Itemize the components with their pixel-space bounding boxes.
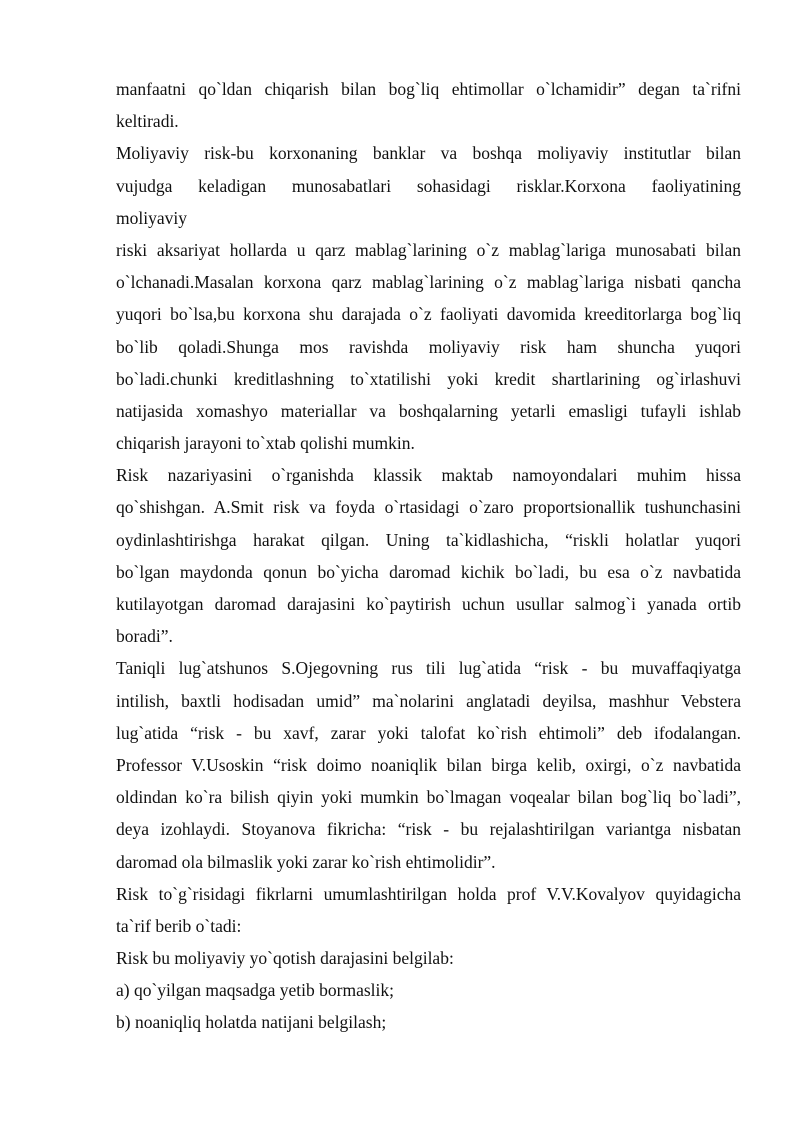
text-line: chiqarish jarayoni to`xtab qolishi mumkin. (116, 433, 415, 454)
text-line: intilish, baxtli hodisadan umid” ma`nolarini anglatadi deyilsa, mashhur Vebstera (116, 690, 741, 711)
text-line: Moliyaviy risk-bu korxonaning banklar va boshqa moliyaviy institutlar bilan (116, 143, 741, 164)
text-line: oldindan ko`ra bilish qiyin yoki mumkin bo`lmagan voqealar bilan bog`liq bo`ladi”, (116, 787, 741, 808)
text-line: kutilayotgan daromad darajasini ko`paytirish uchun usullar salmog`i yanada ortib (116, 594, 741, 614)
text-line: Risk nazariyasini o`rganishda klassik maktab namoyondalari muhim hissa (116, 465, 741, 486)
text-line: bo`lib qoladi.Shunga mos ravishda moliyaviy risk ham shuncha yuqori (116, 336, 741, 357)
text-line: yuqori bo`lsa,bu korxona shu darajada o`z faoliyati davomida kreeditorlarga bog`liq (116, 304, 741, 325)
text-line: Professor V.Usoskin “risk doimo noaniqlik bilan birga kelib, oxirgi, o`z navbatida (116, 754, 741, 775)
text-line: natijasida xomashyo materiallar va boshqalarning yetarli emasligi tufayli ishlab (116, 400, 741, 421)
document-body (116, 73, 741, 1039)
text-line: keltiradi. (116, 111, 179, 132)
text-line: Risk to`g`risidagi fikrlarni umumlashtirilgan holda prof V.V.Kovalyov quyidagicha (116, 883, 741, 904)
text-line: boradi”. (116, 626, 173, 647)
text-line: deya izohlaydi. Stoyanova fikricha: “risk - bu rejalashtirilgan variantga nisbatan (116, 819, 741, 840)
text-line: bo`lgan maydonda qonun bo`yicha daromad kichik bo`ladi, bu esa o`z navbatida (116, 561, 741, 582)
text-line: manfaatni qo`ldan chiqarish bilan bog`liq ehtimollar o`lchamidir” degan ta`rifni (116, 79, 741, 99)
text-line: ta`rif berib o`tadi: (116, 915, 242, 936)
text-line: riski aksariyat hollarda u qarz mablag`larining o`z mablag`lariga munosabati bilan (116, 239, 741, 260)
document-page (116, 73, 741, 1039)
text-line: qo`shishgan. A.Smit risk va foyda o`rtasidagi o`zaro proportsionallik tushunchasini (116, 497, 741, 518)
text-line: Risk bu moliyaviy yo`qotish darajasini belgilab: (116, 948, 454, 969)
text-line: oydinlashtirishga harakat qilgan. Uning ta`kidlashicha, “riskli holatlar yuqori (116, 529, 741, 550)
text-line: vujudga keladigan munosabatlari sohasidagi risklar.Korxona faoliyatining (116, 175, 741, 196)
text-line: daromad ola bilmaslik yoki zarar ko`rish ehtimolidir”. (116, 851, 496, 872)
text-line: moliyaviy (116, 207, 187, 228)
text-line: Taniqli lug`atshunos S.Ojegovning rus tili lug`atida “risk - bu muvaffaqiyatga (116, 658, 741, 679)
text-line: bo`ladi.chunki kreditlashning to`xtatilishi yoki kredit shartlarining og`irlashuvi (116, 368, 741, 389)
text-line: o`lchanadi.Masalan korxona qarz mablag`larining o`z mablag`lariga nisbati qancha (116, 272, 741, 293)
text-line: a) qo`yilgan maqsadga yetib bormaslik; (116, 980, 394, 1001)
text-line: lug`atida “risk - bu xavf, zarar yoki talofat ko`rish ehtimoli” deb ifodalangan. (116, 722, 741, 743)
text-line: b) noaniqliq holatda natijani belgilash; (116, 1012, 387, 1033)
